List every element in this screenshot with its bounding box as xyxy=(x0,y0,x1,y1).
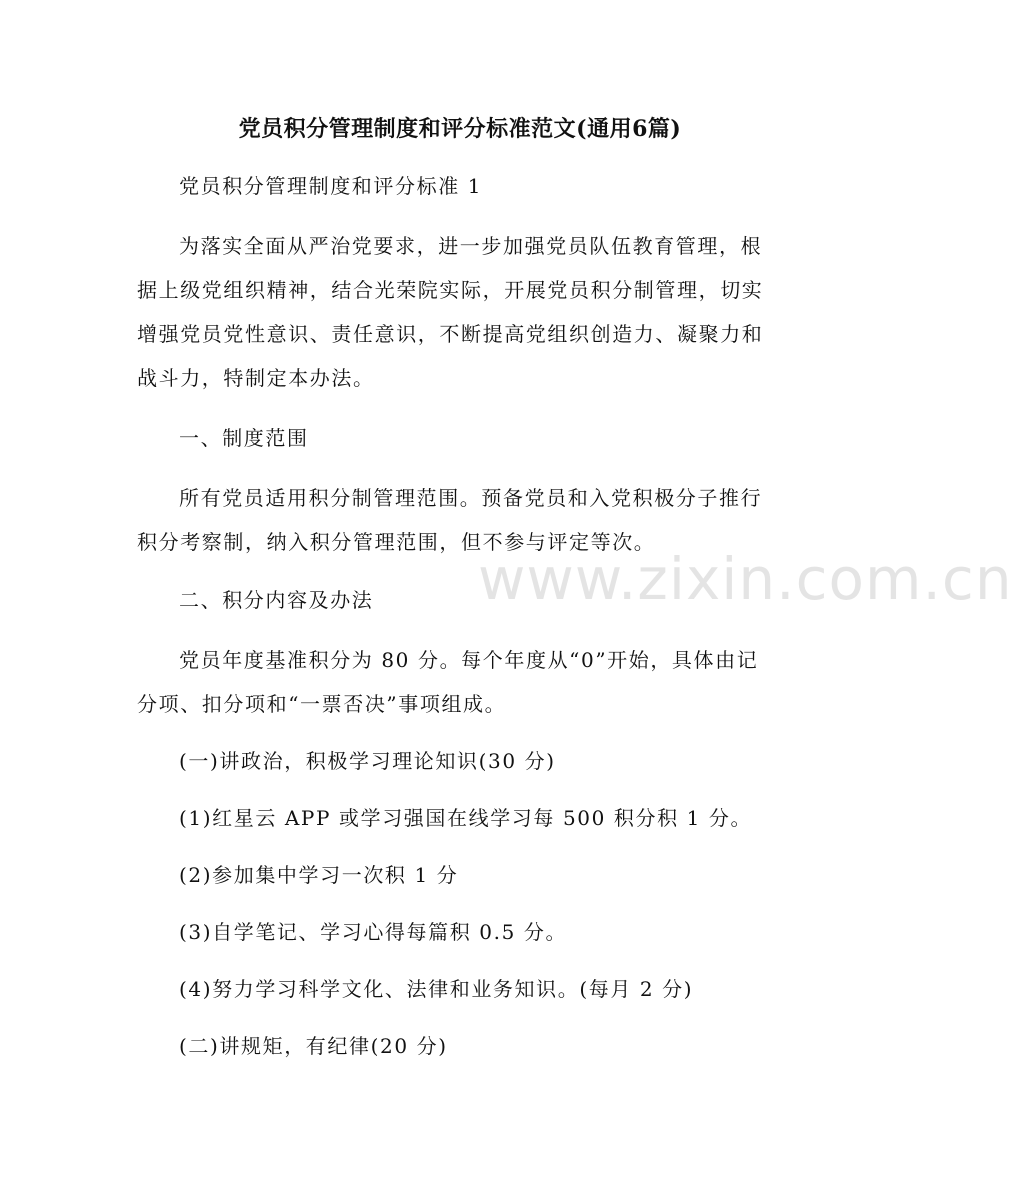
item-2: (2)参加集中学习一次积 1 分 xyxy=(179,863,459,887)
section2-paragraph: 党员年度基准积分为 80 分。每个年度从“0”开始，具体由记分项、扣分项和“一票否决”事项组成。 xyxy=(137,648,759,716)
document-title: 党员积分管理制度和评分标准范文(通用6篇) xyxy=(238,116,682,142)
section1-paragraph: 所有党员适用积分制管理范围。预备党员和入党积极分子推行积分考察制，纳入积分管理范围，但不参与评定等次。 xyxy=(137,486,763,554)
item-4: (4)努力学习科学文化、法律和业务知识。(每月 2 分) xyxy=(179,977,694,1001)
item-group-2: (二)讲规矩，有纪律(20 分) xyxy=(179,1034,448,1058)
section1-heading: 一、制度范围 xyxy=(179,426,309,450)
section2-heading: 二、积分内容及办法 xyxy=(179,588,374,612)
item-3: (3)自学笔记、学习心得每篇积 0.5 分。 xyxy=(179,920,568,944)
watermark: www.zixin.com.cn xyxy=(478,545,1013,613)
item-1: (1)红星云 APP 或学习强国在线学习每 500 积分积 1 分。 xyxy=(179,806,753,830)
item-group-1: (一)讲政治，积极学习理论知识(30 分) xyxy=(179,749,556,773)
intro-paragraph: 为落实全面从严治党要求，进一步加强党员队伍教育管理，根据上级党组织精神，结合光荣院实际，开展党员积分制管理，切实增强党员党性意识、责任意识，不断提高党组织创造力、凝聚力和战斗力，特制定本办法。 xyxy=(137,234,764,390)
document-subtitle: 党员积分管理制度和评分标准 1 xyxy=(179,174,483,198)
